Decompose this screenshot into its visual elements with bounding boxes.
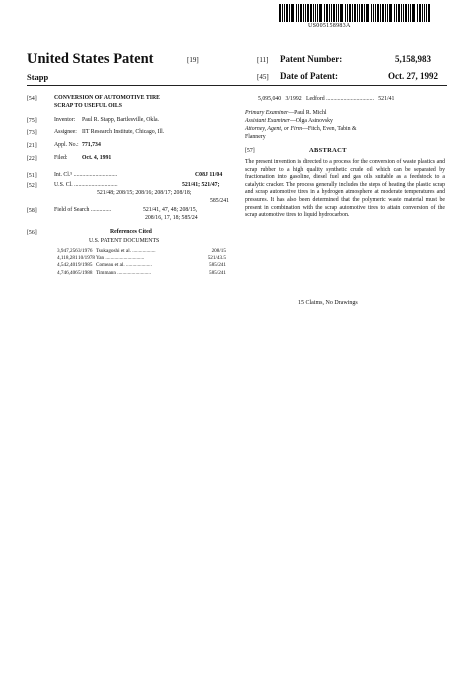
barcode-bar (426, 4, 427, 22)
barcode-bar (359, 4, 360, 22)
barcode-bar (408, 4, 409, 22)
reference-number: 3,947,256 (57, 248, 78, 254)
barcode-number: US005158983A (308, 23, 351, 29)
barcode-bar (279, 4, 281, 22)
barcode-bar (289, 4, 290, 22)
uscl-field-code: [52] (27, 183, 37, 189)
barcode-bar (354, 4, 356, 22)
barcode-bar (282, 4, 283, 22)
inventor-value: Paul R. Stapp, Bartlesville, Okla. (82, 117, 159, 123)
barcode-bar (305, 4, 306, 22)
barcode-bar (300, 4, 302, 22)
reference-date: 5/1988 (78, 269, 93, 276)
barcode-bar (410, 4, 411, 22)
barcode-bar (394, 4, 395, 22)
barcode-bar (387, 4, 388, 22)
barcode-bar (338, 4, 339, 22)
patent-number-label: Patent Number: (280, 54, 343, 64)
primary-examiner (245, 110, 326, 118)
header-rule (27, 85, 447, 86)
barcode-bar (336, 4, 337, 22)
reference-number: 4,118,281 (57, 255, 78, 262)
barcode-bar (340, 4, 343, 22)
intcl-field-code: [51] (27, 173, 37, 179)
barcode-bar (317, 4, 318, 22)
uscl-label: U.S. Cl. .............................. (54, 182, 118, 188)
title-field-code: [54] (27, 96, 37, 102)
barcode-bar (331, 4, 332, 22)
barcode-bar (412, 4, 415, 22)
reference-date: 3/1976 (78, 248, 93, 254)
barcode-bar (303, 4, 304, 22)
reference-class: 521/43.5 (207, 255, 226, 262)
reference-class: 208/15 (211, 248, 226, 254)
assignee-label: Assignee: (54, 129, 77, 135)
field-search-value-line2: 208/16, 17, 18; 585/24 (145, 215, 198, 221)
reference-number: 4,746,406 (57, 269, 78, 276)
reference-row (57, 262, 227, 269)
barcode-bar (401, 4, 402, 22)
barcode-bar (329, 4, 330, 22)
assistant-examiner (245, 118, 333, 126)
barcode-bar (333, 4, 335, 22)
barcode-bar (357, 4, 358, 22)
uscl-value-line3: 585/241 (210, 198, 230, 204)
barcode-bar (422, 4, 423, 22)
title-code: [19] (187, 56, 199, 64)
assignee-value: IIT Research Institute, Chicago, Ill. (82, 129, 165, 135)
intcl-value: C08J 11/04 (195, 172, 223, 178)
reference-row (57, 248, 227, 255)
barcode-bar (313, 4, 314, 22)
patent-date: Oct. 27, 1992 (388, 71, 438, 81)
filed-value: Oct. 4, 1991 (82, 155, 112, 161)
barcode-bar (428, 4, 430, 22)
barcode-bar (298, 4, 299, 22)
inventor-surname: Stapp (27, 72, 49, 82)
intcl-label: Int. Cl.⁵ .............................. (54, 172, 118, 178)
barcode-bar (310, 4, 312, 22)
barcode-bar (375, 4, 376, 22)
appl-value: 771,734 (82, 142, 101, 148)
barcode-bar (385, 4, 386, 22)
barcode-bar (324, 4, 325, 22)
abstract-code: [57] (245, 148, 255, 154)
inventor-field-code: [75] (27, 118, 37, 124)
reference-class: 585/241 (208, 269, 226, 276)
barcode-bar (405, 4, 407, 22)
uscl-value-line1: 521/41; 521/47; (182, 182, 220, 188)
barcode-bar (371, 4, 372, 22)
barcode-bar (382, 4, 384, 22)
patent-number: 5,158,983 (395, 54, 431, 64)
primary-examiner-value: —Paul R. Michl (288, 110, 327, 116)
references-subtitle: U.S. PATENT DOCUMENTS (89, 238, 160, 244)
reference-name: Timmann .......................... (96, 269, 152, 276)
reference-row (57, 270, 227, 277)
abstract-title: ABSTRACT (309, 147, 347, 154)
barcode-bar (319, 4, 322, 22)
references-code: [56] (27, 230, 37, 236)
references-table (57, 248, 227, 277)
barcode-bar (284, 4, 285, 22)
primary-examiner-label: Primary Examiner (245, 110, 289, 116)
barcode-bar (361, 4, 363, 22)
invention-title-line2: SCRAP TO USEFUL OILS (54, 103, 122, 109)
reference-number: 4,542,401 (57, 262, 78, 269)
reference-name: Comeau et al. .................... (96, 262, 152, 269)
barcode (279, 4, 443, 22)
reference-date: 10/1978 (78, 255, 96, 262)
barcode-bar (389, 4, 392, 22)
claims-count: 15 Claims, No Drawings (298, 300, 358, 306)
reference-name: Tsukagoshi et al. .................. (96, 248, 156, 254)
date-label: Date of Patent: (280, 71, 338, 81)
assistant-examiner-label: Assistant Examiner (245, 118, 290, 124)
barcode-bar (380, 4, 381, 22)
barcode-bar (364, 4, 365, 22)
invention-title-line1: CONVERSION OF AUTOMOTIVE TIRE (54, 95, 161, 101)
filed-label: Filed: (54, 155, 68, 161)
barcode-bar (366, 4, 369, 22)
barcode-bar (345, 4, 346, 22)
barcode-bar (291, 4, 294, 22)
barcode-bar (424, 4, 425, 22)
barcode-bar (373, 4, 374, 22)
appl-label: Appl. No.: (54, 142, 79, 148)
barcode-bar (326, 4, 328, 22)
patent-office-title: United States Patent (27, 51, 154, 67)
barcode-bar (349, 4, 351, 22)
barcode-bar (403, 4, 404, 22)
uscl-value-line2: 521/48; 208/15; 208/16; 208/17; 208/18; (97, 190, 192, 196)
reference-name: Yan .............................. (96, 255, 145, 262)
barcode-bar (315, 4, 316, 22)
barcode-bar (396, 4, 397, 22)
patent-number-code: [11] (257, 56, 269, 64)
barcode-bar (352, 4, 353, 22)
additional-reference: 5,095,040 3/1992 Ledford ................................. 521/41 (258, 96, 395, 102)
references-title: References Cited (110, 229, 152, 235)
attorney-label: Attorney, Agent, or Firm (245, 126, 303, 132)
barcode-bar (307, 4, 309, 22)
reference-row (57, 255, 227, 262)
filed-field-code: [22] (27, 156, 37, 162)
barcode-bar (347, 4, 348, 22)
field-search-label: Field of Search .............. (54, 207, 112, 213)
barcode-bar (296, 4, 297, 22)
assistant-examiner-value: —Olga Asinovsky (289, 118, 333, 124)
field-search-value-line1: 521/41, 47, 48; 208/15, (143, 207, 198, 213)
inventor-label: Inventor: (54, 117, 76, 123)
assignee-field-code: [73] (27, 130, 37, 136)
barcode-bar (417, 4, 418, 22)
attorney-value-line1: —Fitch, Even, Tabin & (302, 126, 357, 132)
barcode-bar (419, 4, 421, 22)
appl-field-code: [21] (27, 143, 37, 149)
barcode-bar (377, 4, 379, 22)
attorney (245, 126, 356, 134)
reference-class: 585/241 (208, 262, 226, 269)
abstract-text: The present invention is directed to a process for the conversion of waste plastics and scrap rubber to a high quality synthetic crude oil which can be separated by fractionation into gasoline, diesel fuel and gas oils suitable as a feedstock to a catalytic cracker. The process generally includes the steps of heating the plastic scrap and scrap automotive tires in a hydrogen atmosphere at moderate temperatures and pressures. It has also been determined that the polymeric waste material must be present in combination with the scrap automotive tires to attain conversion of the scrap automotive tires to liquid hydrocarbon. (245, 159, 445, 219)
date-code: [45] (257, 73, 269, 81)
field-search-code: [58] (27, 208, 37, 214)
barcode-bar (398, 4, 400, 22)
attorney-value-line2: Flannery (245, 134, 266, 140)
barcode-bar (286, 4, 288, 22)
reference-date: 9/1985 (78, 262, 93, 269)
